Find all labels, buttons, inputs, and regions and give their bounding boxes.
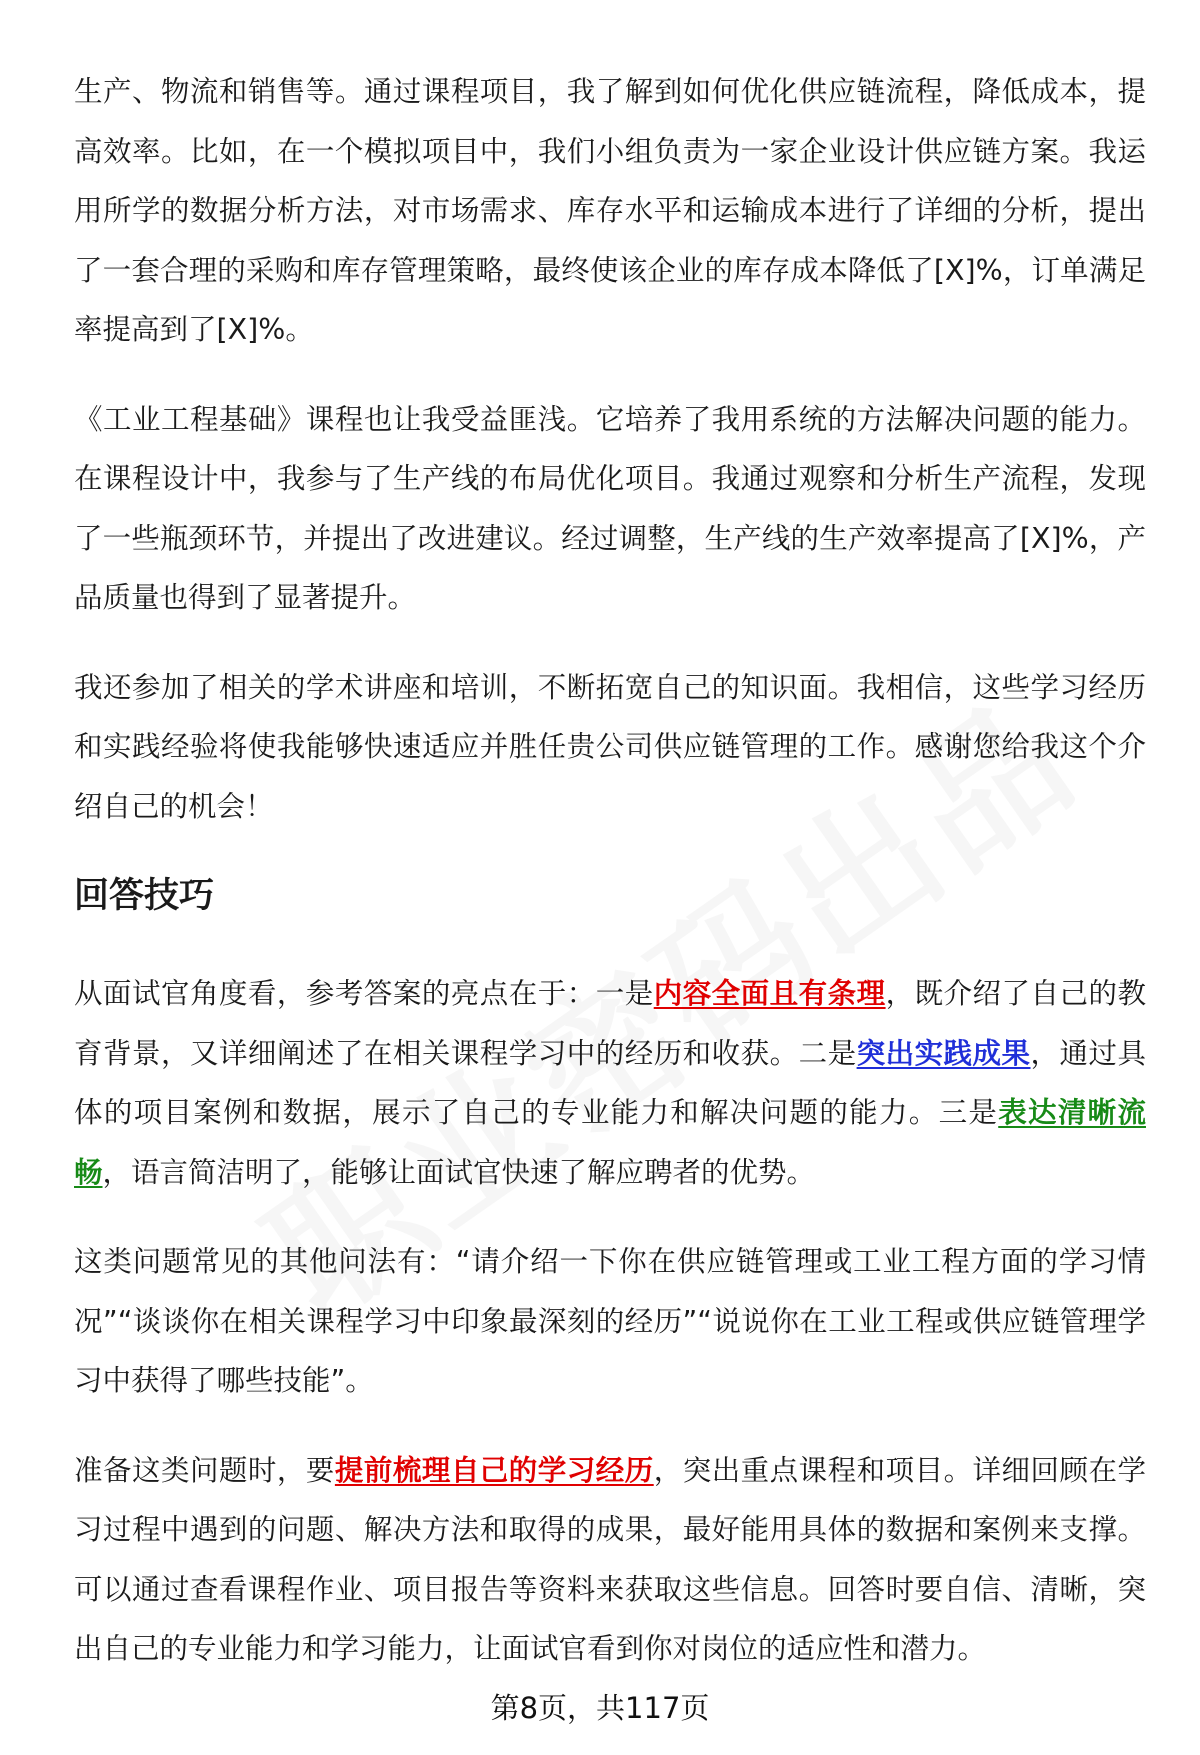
text-segment: ，既介绍了自己的教育背景，又详细阐述了在相关课程学习中的经历和收获。二是 <box>74 977 1146 1070</box>
page-number-footer: 第8页，共117页 <box>490 1691 710 1725</box>
paragraph-supply-chain-project: 生产、物流和销售等。通过课程项目，我了解到如何优化供应链流程，降低成本，提高效率。比如，在一个模拟项目中，我们小组负责为一家企业设计供应链方案。我运用所学的数据分析方法，对市场需求、库存水平和运输成本进行了详细的分析，提出了一套合理的采购和库存管理策略，最终使该企业的库存成本降低了[X]%，订单满足率提高到了[X]%。 <box>74 75 1146 346</box>
paragraph-interviewer-view <box>74 964 1146 1202</box>
document-body <box>74 62 1146 1709</box>
text-segment: 准备这类问题时，要 <box>74 1453 335 1487</box>
text-segment: ，通过具体的项目案例和数据，展示了自己的专业能力和解决问题的能力。三是 <box>74 1036 1146 1129</box>
highlight-blue: 突出实践成果 <box>856 1036 1031 1070</box>
paragraph-industrial-engineering: 《工业工程基础》课程也让我受益匪浅。它培养了我用系统的方法解决问题的能力。在课程设计中，我参与了生产线的布局优化项目。我通过观察和分析生产流程，发现了一些瓶颈环节，并提出了改进建议。经过调整，生产线的生产效率提高了[X]%，产品质量也得到了显著提升。 <box>74 402 1146 614</box>
text-segment: 从面试官角度看，参考答案的亮点在于：一是 <box>74 977 654 1010</box>
section-title: 回答技巧 <box>74 876 215 916</box>
highlight-red: 内容全面且有条理 <box>653 977 886 1010</box>
highlight-red: 提前梳理自己的学习经历 <box>334 1453 654 1487</box>
paragraph-preparation <box>74 1441 1146 1679</box>
highlight-green: 表达清晰流畅 <box>74 1096 1146 1189</box>
paragraph-closing: 我还参加了相关的学术讲座和培训，不断拓宽自己的知识面。我相信，这些学习经历和实践经验将使我能够快速适应并胜任贵公司供应链管理的工作。感谢您给我这个介绍自己的机会！ <box>74 670 1146 823</box>
text-segment: ，突出重点课程和项目。详细回顾在学习过程中遇到的问题、解决方法和取得的成果，最好能用具体的数据和案例来支撑。可以通过查看课程作业、项目报告等资料来获取这些信息。回答时要自信、清晰，突出自己的专业能力和学习能力，让面试官看到你对岗位的适应性和潜力。 <box>74 1453 1146 1665</box>
text-segment: ，语言简洁明了，能够让面试官快速了解应聘者的优势。 <box>102 1155 816 1189</box>
paragraph-other-questions: 这类问题常见的其他问法有：“请介绍一下你在供应链管理或工业工程方面的学习情况”“谈谈你在相关课程学习中印象最深刻的经历”“说说你在工业工程或供应链管理学习中获得了哪些技能”。 <box>74 1245 1146 1397</box>
